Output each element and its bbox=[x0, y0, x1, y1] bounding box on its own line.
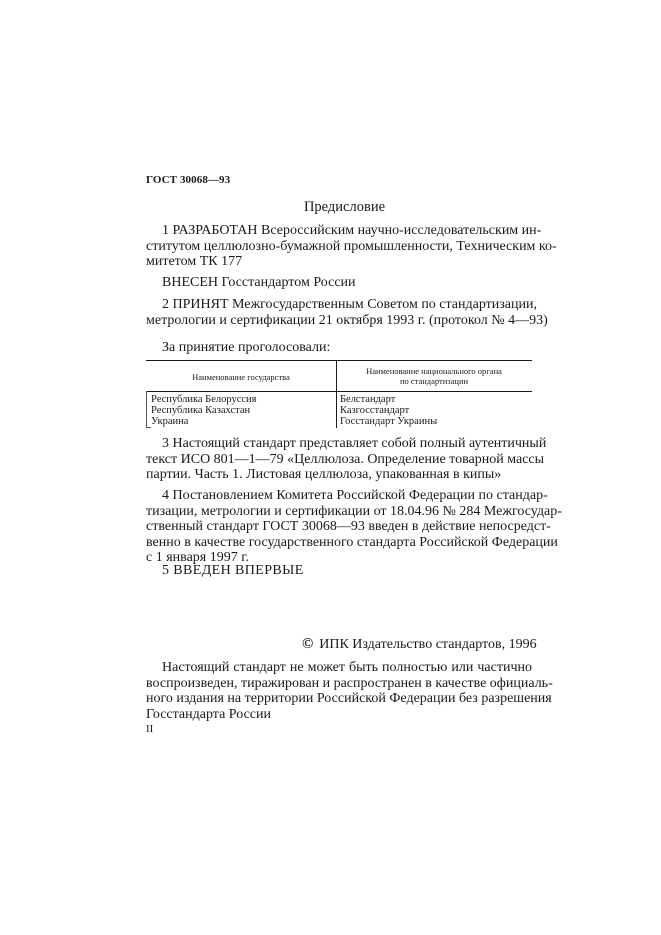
table-cell-body: Белстандарт bbox=[340, 394, 396, 405]
table-cell-body: Казгосстандарт bbox=[340, 405, 410, 416]
page-number: II bbox=[146, 723, 154, 735]
paragraph-introduced-by bbox=[146, 275, 532, 291]
paragraph-3-line: текст ИСО 801—1—79 «Целлюлоза. Определение товарной массы bbox=[146, 451, 545, 467]
paragraph-4-line: с 1 января 1997 г. bbox=[146, 550, 249, 565]
notice-line: ного издания на территории Российской Федерации без разрешения bbox=[146, 691, 552, 706]
copyright-symbol: © bbox=[302, 636, 314, 652]
paragraph-2-adopted-by bbox=[146, 297, 548, 328]
votes-heading: За принятие проголосовали: bbox=[162, 340, 331, 355]
paragraph-introduced-line: ВНЕСЕН Госстандартом России bbox=[162, 275, 356, 290]
copyright-line bbox=[302, 636, 537, 653]
paragraph-3-line: 3 Настоящий стандарт представляет собой полный аутентичный bbox=[162, 436, 547, 451]
foreword-title: Предисловие bbox=[303, 199, 386, 215]
paragraph-2-line: 2 ПРИНЯТ Межгосударственным Советом по стандартизации, bbox=[162, 297, 537, 312]
document-code: ГОСТ 30068—93 bbox=[146, 174, 231, 186]
paragraph-1-developed-by bbox=[146, 223, 557, 270]
paragraph-3-line: партии. Часть 1. Листовая целлюлоза, упакованная в кипы» bbox=[146, 467, 502, 482]
voting-table bbox=[146, 360, 532, 428]
table-left-rule bbox=[146, 391, 147, 428]
table-header-body bbox=[336, 366, 532, 386]
paragraph-1-line: митетом ТК 177 bbox=[146, 254, 243, 269]
table-top-rule bbox=[146, 360, 532, 361]
paragraph-1-line: 1 РАЗРАБОТАН Всероссийским научно-исследовательским ин- bbox=[162, 223, 542, 238]
table-header-state: Наименование государства bbox=[192, 372, 290, 382]
table-bottom-stub bbox=[146, 427, 151, 428]
table-cell-state: Республика Белоруссия bbox=[151, 394, 257, 405]
table-cell-state: Республика Казахстан bbox=[151, 405, 251, 416]
paragraph-4-line: ственный стандарт ГОСТ 30068—93 введен в действие непосредст- bbox=[146, 519, 551, 534]
table-header-body-line: по стандартизации bbox=[399, 376, 469, 386]
copyright-text: ИПК Издательство стандартов, 1996 bbox=[319, 637, 537, 652]
paragraph-2-line: метрологии и сертификации 21 октября 1993 г. (протокол № 4—93) bbox=[146, 312, 548, 328]
table-header-body-line: Наименование национального органа bbox=[366, 366, 502, 376]
paragraph-4-line: 4 Постановлением Комитета Российской Федерации по стандар- bbox=[162, 488, 548, 503]
paragraph-5-introduced-first: 5 ВВЕДЕН ВПЕРВЫЕ bbox=[162, 563, 304, 578]
notice-line: Настоящий стандарт не может быть полностью или частично bbox=[162, 660, 532, 675]
reproduction-notice bbox=[146, 660, 553, 722]
table-cell-state: Украина bbox=[151, 416, 189, 427]
table-header-rule bbox=[146, 391, 532, 392]
paragraph-4-line: тизации, метрологии и сертификации от 18.04.96 № 284 Межгосудар- bbox=[146, 503, 562, 519]
paragraph-4-line: венно в качестве государственного стандарта Российской Федерации bbox=[146, 534, 558, 550]
paragraph-3-authentic-text bbox=[146, 436, 547, 483]
notice-line: воспроизведен, тиражирован и распространен в качестве официаль- bbox=[146, 675, 553, 691]
paragraph-1-line: ститутом целлюлозно-бумажной промышленности, Техническим ко- bbox=[146, 238, 557, 254]
paragraph-4-enactment bbox=[146, 488, 562, 566]
table-cell-body: Госстандарт Украины bbox=[340, 416, 438, 427]
notice-line: Госстандарта России bbox=[146, 706, 271, 722]
